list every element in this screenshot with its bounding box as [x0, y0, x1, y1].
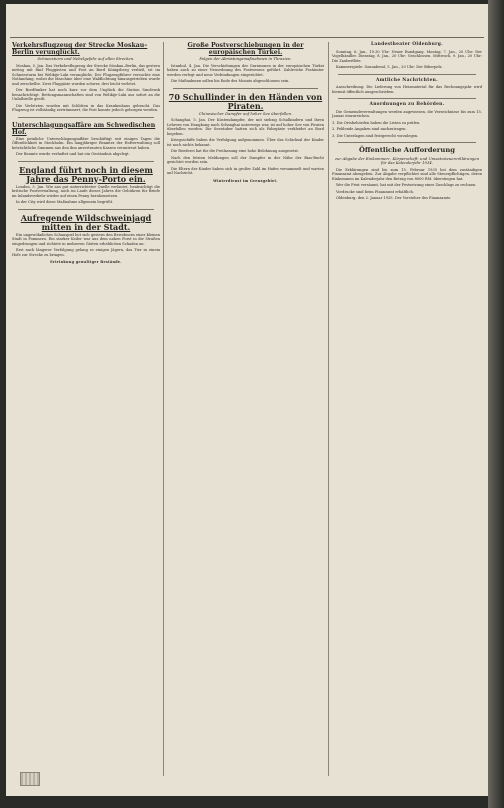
column-middle: [167, 40, 324, 778]
book-binding-edge: [488, 0, 504, 808]
article-paragraph: Kriegsschiffe haben die Verfolgung aufgenommen. Über das Schicksal der Kinder ist noch nichts bekannt.: [167, 138, 324, 147]
article-paragraph: Kammerspiele: Sonnabend, 5. Jan., 20 Uhr: Der Biberpelz.: [336, 65, 443, 69]
article-paragraph: In der City wird diese Maßnahme allgemein begrüßt.: [16, 200, 114, 204]
article-paragraph: Moskau, 5. Jan. Das Verkehrsflugzeug der Strecke Moskau–Berlin, das gestern mittag mit fünf Fluggästen und Post an Bord Königsberg verließ, ist im Schneesturm bei Welikije-Luki verunglückt. Der Flugzeugführer versuchte eine Notlandung, wobei die Maschine über eine Waldlichtung hinausgetrieben wurde und zerschellte. Zwei Fluggäste wurden schwer, drei leicht verletzt.: [12, 63, 160, 86]
headline-airplane: Verkehrsflugzeug der Strecke Moskau–Berlin verunglückt.: [12, 42, 148, 56]
article-paragraph: Die Gemeindeverwaltungen werden angewiesen, die Verzeichnisse bis zum 15. Januar einzureichen.: [332, 109, 482, 118]
newspaper-page: [6, 4, 488, 796]
section-orders: Anordnungen zu Behörden.: [369, 102, 445, 107]
article-paragraph: Der Beamte wurde verhaftet und hat ein Geständnis abgelegt.: [16, 152, 130, 156]
section-official: Amtliche Nachrichten.: [375, 77, 439, 83]
list-item: 3. Die Unterlagen sind fristgerecht vorzulegen.: [332, 133, 419, 138]
divider: [173, 88, 318, 89]
column-rule: [163, 42, 164, 776]
footer-heading: Winterdienst im Grenzgebiet.: [213, 178, 278, 183]
article-paragraph: Die Erklärungen sind bis zum 15. Februar 1935 bei dem zuständigen Finanzamt abzugeben. Zur Abgabe verpflichtet sind alle Steuerpflichtigen, deren Einkommen im Kalenderjahr den Betrag von 8000 RM. überstiegen hat.: [332, 167, 482, 181]
divider: [338, 98, 476, 99]
column-rule: [328, 42, 329, 776]
headline-pirates: 70 Schullinder in den Händen von Piraten.: [168, 91, 323, 111]
article-paragraph: Ausschreibung: Die Lieferung von Heizmaterial für das Rechnungsjahr wird hiermit öffentlich ausgeschrieben.: [332, 85, 482, 94]
headline-postal: Große Postverschiebungen in der europäischen Türkei.: [187, 42, 304, 56]
divider: [338, 142, 476, 143]
article-paragraph: Oldenburg, den 2. Januar 1935. Der Vorsteher des Finanzamts.: [336, 196, 452, 201]
subheadline: Folgen der Abrüstungsmaßnahmen in Thrazien.: [199, 56, 292, 61]
library-stamp: [20, 772, 40, 786]
article-paragraph: Eine peinliche Unterschlagungsaffäre beschäftigt seit einigen Tagen die Öffentlichkeit in Stockholm. Ein langjähriger Beamter der Hofverwaltung soll beträchtliche Summen aus den ihm anvertrauten Kassen veruntreut haben.: [12, 136, 160, 150]
article-paragraph: Schanghai, 5. Jan. Der Küstendampfer, der mit siebzig Schulkindern und ihren Lehrern von Hongkong nach Schanghai unterwegs war, ist auf hoher See von Piraten überfallen worden. Die Seeräuber hatten sich als Fahrgäste verkleidet an Bord begeben.: [167, 118, 324, 136]
article-paragraph: Vordrucke sind beim Finanzamt erhältlich.: [336, 189, 414, 194]
article-paragraph: London, 5. Jan. Wie aus gut unterrichteter Quelle verlautet, beabsichtigt die britische Postverwaltung, noch im Laufe dieses Jahres die Gebühren für Briefe im Inlandsverkehr wieder auf einen Penny herabzusetzen.: [12, 184, 160, 198]
divider: [18, 117, 154, 118]
headline-court: Unterschlagungsaffäre am Schwedischen Hof.: [12, 121, 156, 136]
article-paragraph: Die Verletzten wurden mit Schlitten in das Krankenhaus gebracht. Das Flugzeug ist vollständig zertrümmert, die Post konnte jedoch geborgen werden.: [12, 103, 160, 112]
section-theater: Landestheater Oldenburg.: [371, 42, 443, 47]
list-item: 1. Die Ortsbehörden haben die Listen zu prüfen.: [332, 120, 421, 125]
divider: [18, 161, 154, 162]
headline-england: England führt noch in diesem Jahre das Penny-Porto ein.: [19, 164, 153, 184]
article-paragraph: Wer die Frist versäumt, hat mit der Festsetzung eines Zuschlags zu rechnen.: [336, 183, 477, 188]
divider: [18, 209, 154, 210]
divider: [338, 74, 476, 75]
article-paragraph: Istanbul, 4. Jan. Die Verschiebungen der Garnisonen in der europäischen Türkei haben auch zu einer Neuordnung des Postwesens geführt. Zahlreiche Postämter werden verlegt und neue Verbindungen eingerichtet.: [167, 63, 324, 77]
article-paragraph: Die Maßnahmen sollen bis Ende des Monats abgeschlossen sein.: [171, 79, 290, 83]
column-left: [12, 40, 160, 778]
header-rule: [10, 37, 484, 38]
subheadline: Chinesischer Dampfer auf hoher See überfallen.: [198, 110, 293, 116]
subheadline: Schneesturm und Nebelgefahr auf allen Strecken.: [37, 56, 135, 61]
headline-public-notice: Öffentliche Aufforderung: [358, 146, 456, 154]
article-paragraph: Der Bordfunker hat noch kurz vor dem Unglück die Station Smolensk benachrichtigt. Rettungsmannschaften sind von Welikije-Luki aus sofort an die Unfallstelle geeilt.: [12, 88, 160, 101]
headline-boar-hunt: Aufregende Wildschweinjagd mitten in der Stadt.: [20, 212, 152, 232]
article-paragraph: Die Eltern der Kinder haben sich in großer Zahl im Hafen versammelt und warten auf Nachricht.: [167, 166, 324, 175]
column-right: [332, 40, 482, 778]
article-paragraph: Ein ungewöhnliches Schauspiel bot sich gestern den Bewohnern einer kleinen Stadt in Pommern. Ein starker Keiler war aus dem nahen Forst in die Straßen eingedrungen und richtete in mehreren Gärten erheblichen Schaden an.: [12, 232, 160, 246]
article-paragraph: Nach den letzten Meldungen soll der Dampfer in der Nähe der Bias-Bucht gesichtet worden sein.: [167, 155, 324, 164]
footer-heading: Ertrinkung gewaltiger Bestände.: [50, 260, 122, 264]
article-paragraph: Sonntag, 6. Jan., 19.30 Uhr: Neuer Rundgang. Montag, 7. Jan., 20 Uhr: Der Vogelhändler. Dienstag, 8. Jan., 20 Uhr: Geschlossen. Mittwoch, 9. Jan., 20 Uhr: Die Zauberflöte.: [332, 49, 482, 63]
article-paragraph: Die Reederei hat für die Freilassung eine hohe Belohnung ausgesetzt.: [171, 149, 299, 153]
list-item: 2. Fehlende Angaben sind nachzutragen.: [332, 127, 407, 131]
order-list: [332, 121, 482, 139]
subheadline: zur Abgabe der Einkommen-, Körperschaft- und Umsatzsteuererklärungen für das Kalenderjahr 1934.: [334, 155, 480, 166]
article-paragraph: Erst nach längerer Verfolgung gelang es einigen Jägern, das Tier in einem Hofe zur Strecke zu bringen.: [12, 248, 160, 257]
